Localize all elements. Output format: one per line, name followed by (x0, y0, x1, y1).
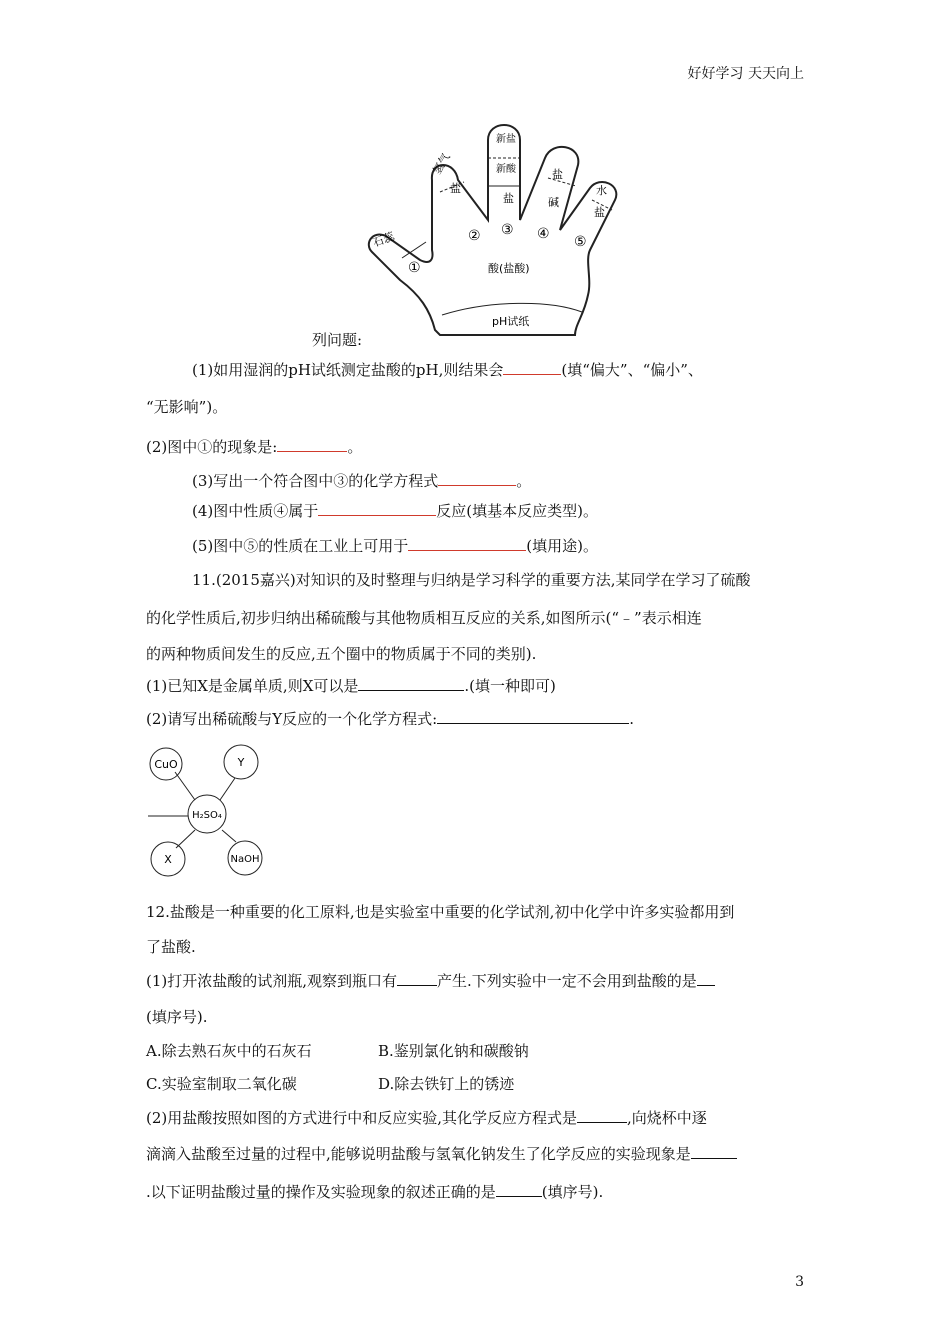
q10-part4: (4)图中性质④属于 反应(填基本反应类型)。 (192, 502, 598, 520)
q12-part1-cont: (填序号). (146, 1008, 208, 1026)
hand-outline (369, 125, 617, 335)
answer-blank[interactable] (408, 536, 526, 551)
h2so4-diagram (140, 738, 270, 880)
answer-blank[interactable] (697, 971, 715, 986)
hand-diagram (360, 120, 620, 350)
answer-blank[interactable] (496, 1182, 542, 1197)
finger-little-top-label: 水 (596, 184, 607, 197)
q11-stem-line1: 11.(2015嘉兴)对知识的及时整理与归纳是学习科学的重要方法,某同学在学习了硫酸 (192, 571, 751, 589)
answer-blank[interactable] (503, 360, 561, 375)
page-header: 好好学习 天天向上 (687, 66, 804, 82)
q12-part2-cont1: 滴滴入盐酸至过量的过程中,能够说明盐酸与氢氧化钠发生了化学反应的实验现象是 (146, 1144, 737, 1164)
intro-tail: 列问题: (312, 331, 363, 349)
q10-part1-cont: “无影响”)。 (146, 398, 228, 416)
q12-option-d: D.除去铁钉上的锈迹 (378, 1075, 515, 1093)
q10-part5: (5)图中⑤的性质在工业上可用于 (填用途)。 (192, 537, 598, 555)
circle-2: ② (468, 228, 481, 244)
finger-middle-top2-label: 新酸 (496, 164, 516, 175)
q12-part2: (2)用盐酸按照如图的方式进行中和反应实验,其化学反应方程式是 ,向烧杯中逐 (146, 1109, 707, 1127)
node-x-label: X (164, 853, 172, 866)
q11-stem-line2: 的化学性质后,初步归纳出稀硫酸与其他物质相互反应的关系,如图所示(“﹣”表示相连 (146, 609, 702, 627)
circle-4: ④ (537, 226, 550, 242)
answer-blank[interactable] (397, 971, 437, 986)
q12-stem-line2: 了盐酸. (146, 938, 196, 956)
q12-part2-cont2: .以下证明盐酸过量的操作及实验现象的叙述正确的是 (填序号). (146, 1183, 604, 1201)
q11-part1: (1)已知X是金属单质,则X可以是 .(填一种即可) (146, 677, 556, 695)
q12-option-a: A.除去熟石灰中的石灰石 (146, 1042, 312, 1060)
q11-part2: (2)请写出稀硫酸与Y反应的一个化学方程式: . (146, 710, 634, 728)
finger-thumb-label: 石蕊 (371, 229, 397, 250)
finger-middle-bottom-label: 盐 (503, 192, 514, 205)
answer-blank[interactable] (691, 1144, 737, 1159)
q12-stem-line1: 12.盐酸是一种重要的化工原料,也是实验室中重要的化学试剂,初中化学中许多实验都用到 (146, 903, 735, 921)
q11-stem-line3: 的两种物质间发生的反应,五个圈中的物质属于不同的类别). (146, 645, 537, 663)
finger-ring-bottom-label: 碱 (548, 196, 559, 209)
finger-ring-top-label: 盐 (552, 168, 563, 181)
finger-index-top-label: 氢气 (430, 151, 453, 177)
page-number: 3 (795, 1274, 804, 1290)
answer-blank[interactable] (437, 709, 629, 724)
answer-blank[interactable] (438, 471, 516, 486)
node-y-label: Y (237, 756, 245, 769)
node-cuo-label: CuO (154, 758, 178, 771)
circle-3: ③ (501, 222, 514, 238)
answer-blank[interactable] (577, 1108, 627, 1123)
finger-little-bottom-label: 盐 (594, 206, 605, 219)
answer-blank[interactable] (277, 437, 347, 452)
node-naoh-label: NaOH (230, 854, 260, 865)
circle-1: ① (408, 260, 421, 276)
node-h2so4-label: H₂SO₄ (192, 810, 222, 821)
q10-part2: (2)图中①的现象是: 。 (146, 438, 363, 456)
q12-part1: (1)打开浓盐酸的试剂瓶,观察到瓶口有 产生.下列实验中一定不会用到盐酸的是 (146, 971, 715, 991)
q10-part3: (3)写出一个符合图中③的化学方程式 。 (192, 472, 532, 490)
answer-blank[interactable] (358, 676, 464, 691)
circle-5: ⑤ (574, 234, 587, 250)
wrist-label: pH试纸 (492, 315, 530, 328)
q12-option-c: C.实验室制取二氧化碳 (146, 1075, 297, 1093)
q12-option-b: B.鉴别氯化钠和碳酸钠 (378, 1042, 529, 1060)
palm-label: 酸(盐酸) (488, 262, 530, 275)
finger-middle-top1-label: 新盐 (496, 134, 516, 145)
q10-part1: (1)如用湿润的pH试纸测定盐酸的pH,则结果会 (填“偏大”、“偏小”、 (192, 361, 703, 379)
finger-index-bottom-label: 盐 (450, 182, 461, 195)
answer-blank[interactable] (318, 501, 436, 516)
